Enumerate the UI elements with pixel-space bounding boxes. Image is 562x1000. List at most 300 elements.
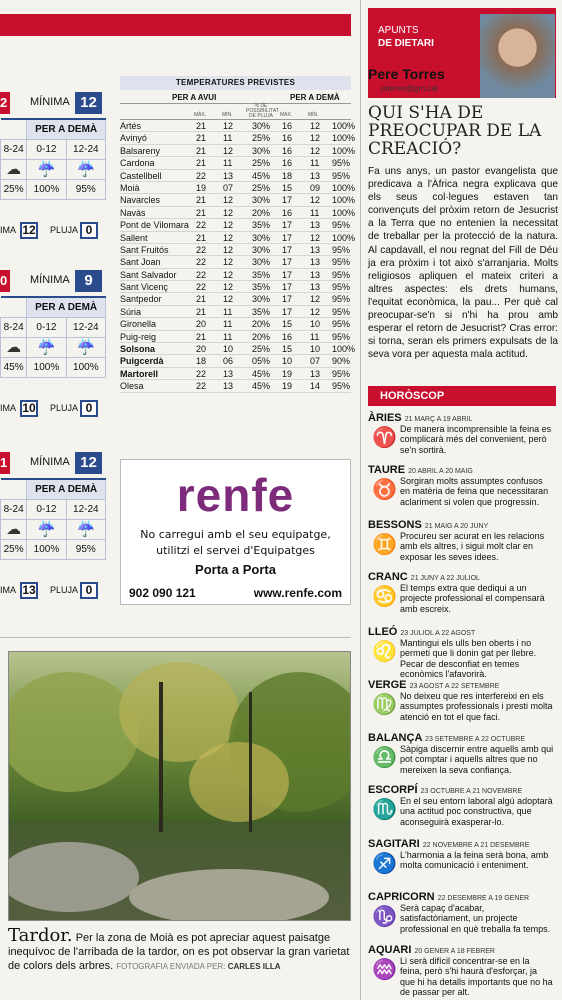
sign-header: [368, 464, 473, 476]
table-cell: 15: [282, 344, 293, 355]
col-min-today: MÍN.: [222, 112, 233, 118]
min-value: 12: [75, 452, 102, 474]
town-name: Pont de Vilomara: [120, 220, 189, 231]
aries-icon: ♈: [372, 427, 397, 449]
renfe-advert[interactable]: [120, 459, 351, 605]
table-cell: 12: [310, 145, 321, 156]
table-cell: 12: [223, 220, 234, 231]
temperatures-title: TEMPERATURES PREVISTES: [120, 76, 351, 90]
table-cell: 100%: [332, 195, 356, 206]
sign-name: CRANC: [368, 571, 408, 583]
table-row: [120, 120, 356, 132]
table-cell: 35%: [252, 306, 271, 317]
table-cell: 17: [282, 269, 293, 280]
table-cell: 17: [282, 195, 293, 206]
table-cell: 21: [196, 145, 207, 156]
min-short-label: IMA: [0, 403, 17, 413]
table-cell: 22: [196, 170, 207, 181]
table-cell: 17: [282, 306, 293, 317]
day-chip: 1: [0, 452, 10, 474]
scorpio-icon: ♏: [372, 799, 397, 821]
table-cell: 18: [282, 170, 293, 181]
table-cell: 100%: [332, 133, 356, 144]
table-cell: 21: [196, 306, 207, 317]
table-cell: 19: [196, 182, 207, 193]
sign-header: [368, 626, 475, 638]
sign-dates: 21 MAIG A 20 JUNY: [424, 523, 489, 530]
horoscope-title: HORÒSCOP: [368, 386, 556, 406]
column-body: Fa uns anys, un pastor evangelista que predicava a l'Àfrica negra explicava que els seus col·legues estaven tan convençuts del pròxim retorn de Jesucrist a la Terra que no entenien la necessitat de treballar per la protecció de la natura. Al capdavall, el nou regnat del Fill de Déu ja era pròxim i tot això s'arranjaria. Molts religiosos apliquen el mateix criteri a altres aspectes: els drets humans, l'equitat econòmica, la pau... Per què cal preocupar-se'n si n'hi ha prou amb esperar el retorn de Jesucrist? Cras error: si torna, seran els primers expulsats de la seva vora per aquesta mala actitud.: [368, 166, 558, 361]
divider: [0, 637, 351, 638]
table-cell: 14: [310, 381, 321, 392]
table-cell: 15: [282, 182, 293, 193]
table-cell: 16: [282, 331, 293, 342]
town-name: Solsona: [120, 344, 156, 355]
author-photo: [480, 14, 555, 98]
table-row: [120, 132, 356, 144]
period-label: 8-24: [1, 317, 27, 337]
table-cell: 19: [282, 368, 293, 379]
table-cell: 100%: [332, 182, 356, 193]
table-row: [120, 318, 351, 330]
table-cell: 95%: [332, 331, 351, 342]
table-cell: 11: [310, 331, 320, 342]
sign-dates: 23 OCTUBRE A 21 NOVEMBRE: [420, 788, 523, 795]
rain-cloud-icon: ☔: [66, 159, 105, 179]
table-cell: 95%: [332, 282, 351, 293]
table-row: [120, 207, 356, 219]
rain-label: PLUJA: [50, 225, 79, 235]
table-cell: 20%: [252, 319, 271, 330]
table-cell: 13: [310, 244, 321, 255]
rain-cloud-icon: ☔: [27, 337, 66, 357]
table-cell: 12: [223, 244, 234, 255]
day-chip: 2: [0, 92, 10, 114]
table-cell: 18: [196, 356, 207, 367]
col-max-today: MÀX.: [194, 112, 207, 118]
table-row: [120, 355, 351, 367]
period-label: 12-24: [66, 139, 105, 159]
town-name: Súria: [120, 306, 142, 317]
table-cell: 95%: [332, 269, 351, 280]
sign-dates: 21 JUNY A 22 JULIOL: [410, 575, 480, 582]
weather-min-header: [0, 452, 112, 474]
virgo-icon: ♍: [372, 694, 397, 716]
table-cell: 100%: [332, 145, 356, 156]
table-cell: 21: [196, 195, 207, 206]
table-cell: 11: [223, 331, 233, 342]
town-name: Sant Salvador: [120, 269, 177, 280]
table-cell: 22: [196, 269, 207, 280]
table-cell: 13: [310, 269, 321, 280]
sign-header: [368, 944, 495, 956]
sign-dates: 20 GENER A 18 FEBRER: [414, 948, 495, 955]
table-cell: 30%: [252, 232, 271, 243]
table-cell: 17: [282, 282, 293, 293]
sign-name: ÀRIES: [368, 412, 402, 424]
table-row: [120, 368, 351, 380]
table-cell: 12: [223, 294, 234, 305]
table-cell: 35%: [252, 282, 271, 293]
table-cell: 11: [223, 133, 233, 144]
table-cell: 20: [196, 319, 207, 330]
table-cell: 21: [196, 121, 207, 131]
ad-phone: 902 090 121: [129, 586, 196, 600]
table-cell: 11: [223, 319, 233, 330]
libra-icon: ♎: [372, 747, 397, 769]
table-cell: 35%: [252, 220, 271, 231]
table-cell: 95%: [332, 306, 351, 317]
table-cell: 30%: [252, 195, 271, 206]
town-name: Cardona: [120, 158, 155, 169]
town-name: Martorell: [120, 368, 159, 379]
town-name: Navarcles: [120, 195, 161, 206]
table-row: [120, 145, 356, 157]
table-cell: 17: [282, 232, 293, 243]
rain-percent: 45%: [1, 357, 27, 377]
table-cell: 10: [310, 319, 321, 330]
table-cell: 100%: [332, 344, 356, 355]
sign-dates: 22 NOVEMBRE A 21 DESEMBRE: [422, 842, 530, 849]
leo-icon: ♌: [372, 641, 397, 663]
table-cell: 35%: [252, 269, 271, 280]
table-cell: 12: [223, 145, 234, 156]
table-cell: 11: [310, 158, 320, 169]
table-cell: 07: [223, 182, 234, 193]
table-cell: 12: [223, 232, 234, 243]
table-cell: 13: [223, 170, 234, 181]
table-cell: 45%: [252, 368, 271, 379]
table-cell: 13: [223, 368, 234, 379]
tomorrow-label: PER A DEMÀ: [27, 119, 106, 139]
min-short-label: IMA: [0, 225, 17, 235]
sign-header: [368, 679, 499, 691]
day-chip: 0: [0, 270, 10, 292]
sign-header: [368, 732, 525, 744]
table-cell: 12: [310, 121, 321, 131]
min-value-box: 12: [20, 222, 38, 239]
table-cell: 12: [310, 232, 321, 243]
table-cell: 22: [196, 220, 207, 231]
table-cell: 100%: [332, 207, 356, 218]
table-cell: 17: [282, 244, 293, 255]
column-section-2: DE DIETARI: [378, 38, 434, 49]
ad-line-3: Porta a Porta: [195, 562, 276, 577]
table-cell: 21: [196, 294, 207, 305]
min-value: 12: [75, 92, 102, 114]
table-cell: 22: [196, 282, 207, 293]
table-cell: 30%: [252, 257, 271, 268]
cancer-icon: ♋: [372, 586, 397, 608]
period-label: 8-24: [1, 139, 27, 159]
table-cell: 16: [282, 207, 293, 218]
table-cell: 22: [196, 257, 207, 268]
table-cell: 21: [196, 133, 207, 144]
table-cell: 06: [223, 356, 234, 367]
column-headline: QUI S'HA DE PREOCUPAR DE LA CREACIÓ?: [368, 103, 542, 159]
table-cell: 21: [196, 232, 207, 243]
rain-percent: 100%: [27, 357, 66, 377]
table-cell: 13: [310, 170, 321, 181]
sign-header: [368, 519, 488, 531]
table-row: [120, 182, 356, 194]
town-name: Gironella: [120, 319, 157, 330]
sign-header: [368, 891, 529, 903]
rain-cloud-icon: ☔: [66, 519, 105, 539]
table-row: [120, 157, 351, 169]
table-cell: 17: [282, 220, 293, 231]
table-cell: 95%: [332, 381, 351, 392]
sign-text: De manera incomprensible la feina es complicarà més del convenient, però se'n sortirà.: [400, 424, 552, 455]
sign-name: CAPRICORN: [368, 891, 435, 903]
table-cell: 95%: [332, 170, 351, 181]
table-row: [120, 244, 351, 256]
table-cell: 17: [282, 294, 293, 305]
table-cell: 11: [310, 207, 320, 218]
col-max-tomorrow: MÀX.: [280, 112, 293, 118]
table-cell: 17: [282, 257, 293, 268]
table-cell: 13: [310, 282, 321, 293]
min-label: MÍNIMA: [30, 96, 70, 108]
tomorrow-label: PER A DEMÀ: [27, 297, 106, 317]
town-name: Castellbell: [120, 170, 162, 181]
sign-dates: 23 AGOST A 22 SETEMBRE: [409, 683, 500, 690]
table-cell: 100%: [332, 121, 356, 131]
town-name: Sant Vicenç: [120, 282, 168, 293]
table-cell: 12: [310, 306, 321, 317]
period-label: 12-24: [66, 317, 105, 337]
table-cell: 12: [310, 294, 321, 305]
table-cell: 30%: [252, 244, 271, 255]
table-cell: 13: [223, 381, 234, 392]
table-cell: 11: [223, 158, 233, 169]
table-cell: 16: [282, 145, 293, 156]
gemini-icon: ♊: [372, 534, 397, 556]
min-rain-row: [0, 398, 106, 420]
table-cell: 12: [310, 195, 321, 206]
sign-header: [368, 784, 522, 796]
temperatures-table: [120, 76, 356, 393]
town-name: Avinyó: [120, 133, 147, 144]
col-min-tomorrow: MÍN.: [308, 112, 319, 118]
table-cell: 19: [282, 381, 293, 392]
table-row: [120, 256, 351, 268]
sign-header: [368, 412, 472, 424]
table-cell: 15: [282, 319, 293, 330]
min-short-label: IMA: [0, 585, 17, 595]
period-label: 0-12: [27, 499, 66, 519]
tomorrow-label: PER A DEMÀ: [290, 93, 340, 102]
sign-name: ESCORPÍ: [368, 784, 418, 796]
table-cell: 10: [223, 344, 234, 355]
table-cell: 09: [310, 182, 321, 193]
min-value: 9: [75, 270, 102, 292]
period-label: 8-24: [1, 499, 27, 519]
period-label: 0-12: [27, 317, 66, 337]
table-cell: 90%: [332, 356, 351, 367]
author-email[interactable]: ptorres@gm.cat: [381, 84, 439, 93]
rain-label: PLUJA: [50, 403, 79, 413]
table-cell: 12: [223, 257, 234, 268]
sign-text: Serà capaç d'acabar, satisfactòriament, un projecte professional en què treballa fa temps.: [400, 903, 551, 934]
weather-min-header: [0, 92, 112, 114]
table-cell: 13: [310, 257, 321, 268]
town-name: Puig-reig: [120, 331, 157, 342]
town-name: Santpedor: [120, 294, 162, 305]
taurus-icon: ♉: [372, 479, 397, 501]
weather-min-header: [0, 270, 112, 292]
table-row: [120, 281, 351, 293]
caption-title: Tardor.: [8, 925, 73, 946]
table-row: [120, 343, 356, 355]
sign-dates: 23 JULIOL A 22 AGOST: [400, 630, 476, 637]
aquarius-icon: ♒: [372, 959, 397, 981]
town-name: Olesa: [120, 381, 144, 392]
ad-line-1: No carregui amb el seu equipatge,: [140, 528, 331, 541]
town-name: Sallent: [120, 232, 148, 243]
table-cell: 25%: [252, 344, 271, 355]
table-cell: 95%: [332, 319, 351, 330]
author-name: Pere Torres: [368, 66, 445, 82]
sign-text: Li serà difícil concentrar-se en la feina, però s'hi haurà d'esforçar, ja que hi ha detalls importants que no ha de passar per alt.: [400, 956, 553, 998]
table-cell: 95%: [332, 294, 351, 305]
table-cell: 16: [282, 158, 293, 169]
partly-cloudy-icon: ☁: [1, 337, 27, 357]
table-cell: 22: [196, 368, 207, 379]
renfe-logo: renfe: [176, 469, 295, 521]
sign-dates: 23 SETEMBRE A 22 OCTUBRE: [425, 736, 526, 743]
town-name: Navàs: [120, 207, 146, 218]
credit-name: CARLES ILLA: [227, 962, 281, 971]
sign-dates: 21 MARÇ A 19 ABRIL: [404, 416, 473, 423]
table-cell: 12: [310, 133, 321, 144]
table-cell: 11: [223, 306, 233, 317]
min-label: MÍNIMA: [30, 456, 70, 468]
table-cell: 95%: [332, 158, 351, 169]
sagittarius-icon: ♐: [372, 853, 397, 875]
table-row: [120, 293, 351, 305]
sign-text: L'harmonia a la feina serà bona, amb molta comunicació i enteniment.: [400, 850, 549, 871]
temperatures-rows: [120, 120, 356, 393]
rain-label: PLUJA: [50, 585, 79, 595]
table-cell: 21: [196, 331, 207, 342]
table-cell: 20%: [252, 331, 271, 342]
sign-header: [368, 571, 480, 583]
rain-percent: 95%: [66, 539, 105, 559]
sign-dates: 20 ABRIL A 20 MAIG: [408, 468, 473, 475]
rain-value-box: 0: [80, 582, 98, 599]
rain-cloud-icon: ☔: [27, 159, 66, 179]
rain-percent: 25%: [1, 179, 27, 199]
table-cell: 07: [310, 356, 321, 367]
table-cell: 95%: [332, 244, 351, 255]
sign-text: Procureu ser acurat en les relacions amb els altres, i sigui molt clar en exposar les seves idees.: [400, 531, 545, 562]
rain-value-box: 0: [80, 222, 98, 239]
sign-dates: 22 DESEMBRE A 19 GENER: [437, 895, 530, 902]
table-cell: 95%: [332, 368, 351, 379]
town-name: Sant Joan: [120, 257, 161, 268]
ad-website-link[interactable]: www.renfe.com: [253, 586, 342, 600]
table-row: [120, 219, 351, 231]
table-cell: 16: [282, 133, 293, 144]
table-row: [120, 170, 351, 182]
table-cell: 22: [196, 381, 207, 392]
temperatures-columns: [120, 104, 351, 120]
temperatures-subheader: [120, 90, 351, 104]
town-name: Artés: [120, 121, 142, 131]
table-cell: 20: [196, 344, 207, 355]
table-cell: 10: [282, 356, 293, 367]
forecast-table: [0, 296, 106, 378]
table-row: [120, 269, 351, 281]
min-value-box: 13: [20, 582, 38, 599]
rain-cloud-icon: ☔: [27, 519, 66, 539]
table-cell: 20%: [252, 207, 271, 218]
table-cell: 25%: [252, 158, 271, 169]
table-cell: 12: [223, 207, 234, 218]
min-label: MÍNIMA: [30, 274, 70, 286]
rain-percent: 100%: [27, 179, 66, 199]
table-row: [120, 331, 351, 343]
partly-cloudy-icon: ☁: [1, 159, 27, 179]
rain-cloud-icon: ☔: [66, 337, 105, 357]
partly-cloudy-icon: ☁: [1, 519, 27, 539]
table-cell: 21: [196, 158, 207, 169]
table-cell: 10: [310, 344, 321, 355]
ad-line-2: utilitzi el servei d'Equipatges: [156, 544, 315, 557]
table-cell: 100%: [332, 232, 356, 243]
table-cell: 95%: [332, 257, 351, 268]
today-label: PER A AVUI: [172, 93, 217, 102]
table-cell: 12: [223, 282, 234, 293]
sign-text: En el seu entorn laboral algú adoptarà una actitud poc constructiva, que aconseguirà exasperar-lo.: [400, 796, 553, 827]
caption-text: Per la zona de Moià es pot apreciar aquest paisatge inequívoc de l'arribada de la tardor, on es pot observar la gran varietat de colors dels arbres.: [8, 932, 350, 972]
rain-percent: 100%: [27, 539, 66, 559]
period-label: 12-24: [66, 499, 105, 519]
sign-name: LLEÓ: [368, 626, 398, 638]
table-cell: 21: [196, 207, 207, 218]
sign-text: Mantingui els ulls ben oberts i no permeti que li donin gat per llebre. Pecar de desconfiat en temes econòmics l'afavorirà.: [400, 638, 537, 680]
table-row: [120, 232, 356, 244]
tomorrow-label: PER A DEMÀ: [27, 479, 106, 499]
column-divider: [360, 0, 361, 1000]
min-value-box: 10: [20, 400, 38, 417]
sign-name: BESSONS: [368, 519, 422, 531]
table-row: [120, 306, 351, 318]
table-cell: 12: [223, 269, 234, 280]
landscape-illustration: [9, 652, 351, 921]
sign-text: El temps extra que dediqui a un projecte professional el compensarà amb escreix.: [400, 583, 545, 614]
section-header-bar: [0, 14, 351, 36]
sign-text: No deixeu que res interfereixi en els assumptes professionals i presti molta atenció en tot el que faci.: [400, 691, 553, 722]
min-rain-row: [0, 220, 106, 242]
capricorn-icon: ♑: [372, 906, 397, 928]
table-cell: 22: [196, 244, 207, 255]
sign-text: Sàpiga discernir entre aquells amb qui pot comptar i aquells altres que no mereixen la seva confiança.: [400, 744, 554, 775]
table-cell: 45%: [252, 381, 271, 392]
table-cell: 05%: [252, 356, 271, 367]
sign-name: SAGITARI: [368, 838, 420, 850]
table-cell: 25%: [252, 133, 271, 144]
table-cell: 16: [282, 121, 293, 131]
credit-label: FOTOGRAFIA ENVIADA PER:: [116, 962, 226, 971]
table-cell: 25%: [252, 182, 271, 193]
autumn-landscape-photo: [8, 651, 351, 921]
table-cell: 13: [310, 220, 321, 231]
table-cell: 30%: [252, 294, 271, 305]
sign-name: VERGE: [368, 679, 407, 691]
town-name: Moià: [120, 182, 140, 193]
